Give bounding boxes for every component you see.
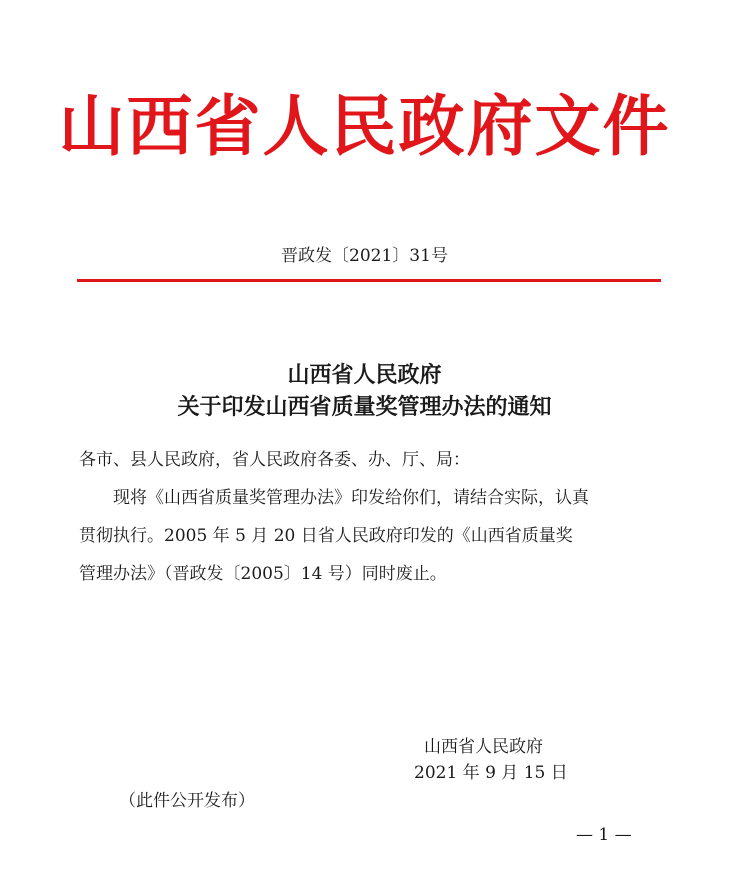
body-line-3: 管理办法》（晋政发〔2005〕14 号）同时废止。	[79, 564, 447, 584]
disclosure-note: （此件公开发布）	[119, 791, 255, 811]
red-divider-rule	[77, 279, 661, 282]
notice-title-line-1: 山西省人民政府	[287, 362, 442, 388]
page-number: — 1 —	[576, 825, 632, 845]
issuer-signature: 山西省人民政府	[424, 737, 543, 757]
body-line-2: 贯彻执行。2005 年 5 月 20 日省人民政府印发的《山西省质量奖	[79, 526, 573, 546]
salutation: 各市、县人民政府，省人民政府各委、办、厅、局：	[79, 450, 470, 470]
masthead-title: 山西省人民政府文件	[58, 87, 671, 165]
notice-title-line-2: 关于印发山西省质量奖管理办法的通知	[177, 394, 552, 420]
document-number: 晋政发〔2021〕31号	[281, 246, 448, 266]
signature-date: 2021 年 9 月 15 日	[414, 763, 568, 783]
body-line-1: 现将《山西省质量奖管理办法》印发给你们，请结合实际，认真	[79, 488, 589, 508]
